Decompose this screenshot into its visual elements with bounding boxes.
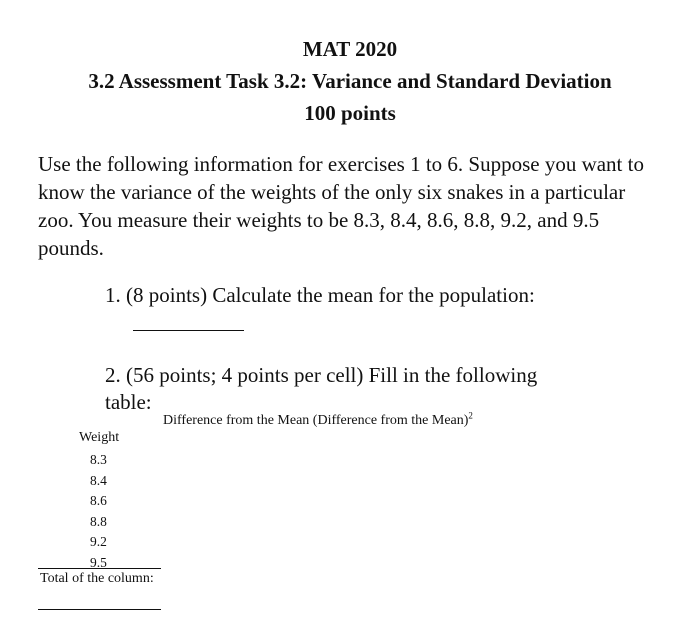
col-header-difference-squared-text: (Difference from the Mean) xyxy=(312,413,469,428)
intro-paragraph: Use the following information for exercises 1 to 6. Suppose you want to know the variance of the weights of the only six snakes in a particular zoo. You measure their weights to be 8.3, 8.4, 8.6, 8.8, 9.2, and 9.5 pounds. xyxy=(38,152,644,260)
col-header-exponent: 2 xyxy=(468,410,473,421)
question-1: 1. (8 points) Calculate the mean for the population: xyxy=(105,283,535,307)
col-header-weight: Weight xyxy=(79,430,120,445)
total-rule xyxy=(38,568,161,569)
table-column-headers xyxy=(163,410,473,429)
weight-value: 8.3 xyxy=(90,452,107,467)
weights-column xyxy=(90,450,107,573)
answer-blank-total[interactable] xyxy=(38,609,161,610)
answer-blank-mean[interactable] xyxy=(133,330,244,331)
task-title: 3.2 Assessment Task 3.2: Variance and Standard Deviation xyxy=(88,69,612,93)
weight-value: 9.5 xyxy=(90,554,107,570)
weight-value: 8.6 xyxy=(90,493,107,508)
weight-value: 8.8 xyxy=(90,513,107,529)
col-header-difference: Difference from the Mean xyxy=(163,413,310,428)
weight-value: 9.2 xyxy=(90,534,107,549)
course-title: MAT 2020 xyxy=(302,37,398,61)
col-header-difference-squared xyxy=(312,410,473,428)
total-points: 100 points xyxy=(304,101,396,125)
total-label: Total of the column: xyxy=(40,571,154,586)
question-2: 2. (56 points; 4 points per cell) Fill in the following table: xyxy=(105,363,538,414)
weight-value: 8.4 xyxy=(90,472,107,488)
